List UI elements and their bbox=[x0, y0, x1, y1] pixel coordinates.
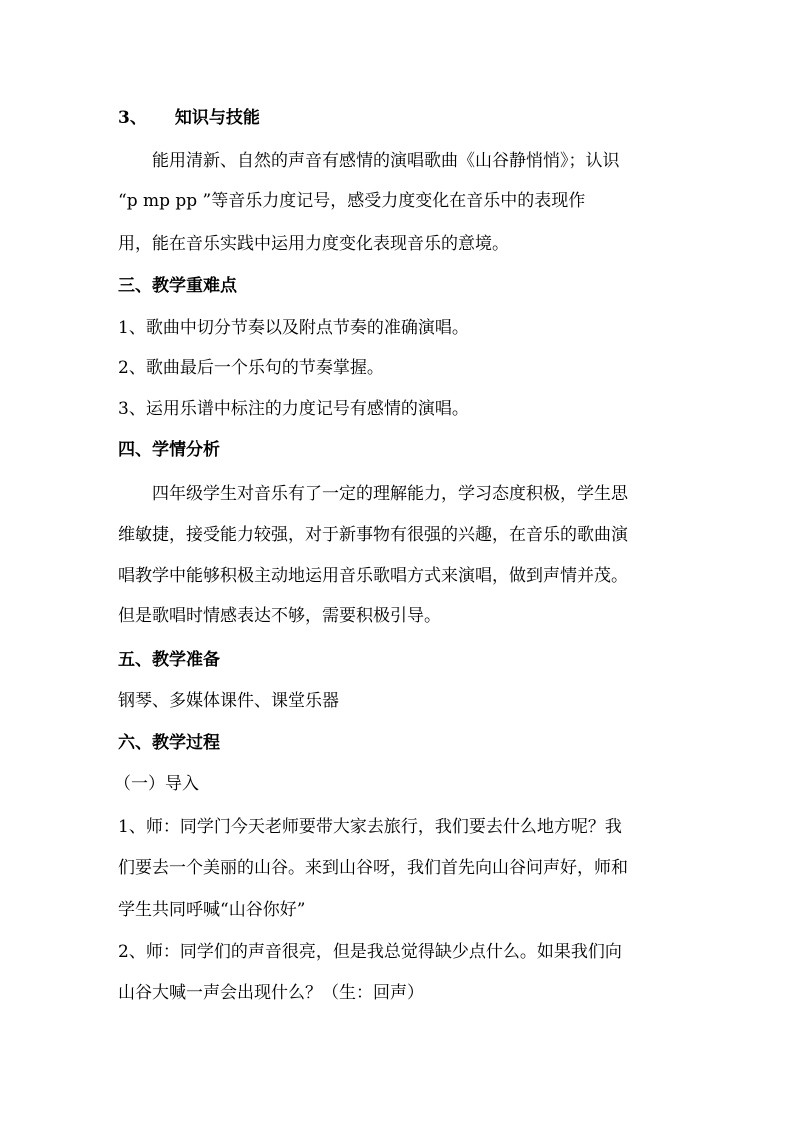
subheading-intro: （一）导入 bbox=[114, 774, 199, 794]
paragraph-line: 四年级学生对音乐有了一定的理解能力，学习态度积极，学生思 bbox=[152, 484, 628, 504]
list-item: 2、歌曲最后一个乐句的节奏掌握。 bbox=[118, 358, 384, 378]
heading-analysis: 四、学情分析 bbox=[118, 440, 220, 460]
paragraph-line: “p mp pp ”等音乐力度记号，感受力度变化在音乐中的表现作 bbox=[118, 191, 586, 211]
paragraph-line: 用，能在音乐实践中运用力度变化表现音乐的意境。 bbox=[118, 234, 509, 254]
list-item: 1、歌曲中切分节奏以及附点节奏的准确演唱。 bbox=[118, 318, 469, 338]
section-3-title: 知识与技能 bbox=[174, 108, 260, 128]
heading-key-points: 三、教学重难点 bbox=[118, 276, 237, 296]
section-3-number: 3、 bbox=[118, 108, 147, 128]
paragraph-line: 维敏捷，接受能力较强，对于新事物有很强的兴趣，在音乐的歌曲演 bbox=[118, 525, 628, 545]
paragraph-line: 2、师：同学们的声音很亮，但是我总觉得缺少点什么。如果我们向 bbox=[118, 942, 622, 962]
heading-preparation: 五、教学准备 bbox=[118, 650, 220, 670]
paragraph-line: 们要去一个美丽的山谷。来到山谷呀，我们首先向山谷问声好，师和 bbox=[118, 858, 628, 878]
list-item: 3、运用乐谱中标注的力度记号有感情的演唱。 bbox=[118, 399, 469, 419]
paragraph-line: 唱教学中能够积极主动地运用音乐歌唱方式来演唱，做到声情并茂。 bbox=[118, 566, 628, 586]
paragraph-line: 1、师：同学门今天老师要带大家去旅行，我们要去什么地方呢？我 bbox=[118, 817, 622, 837]
paragraph-line: 山谷大喊一声会出现什么？（生：回声） bbox=[118, 983, 424, 1003]
paragraph-line: 但是歌唱时情感表达不够，需要积极引导。 bbox=[118, 606, 441, 626]
section-3-heading bbox=[118, 108, 678, 128]
heading-process: 六、教学过程 bbox=[118, 733, 220, 753]
paragraph-line: 能用清新、自然的声音有感情的演唱歌曲《山谷静悄悄》；认识 bbox=[152, 151, 620, 171]
paragraph-line: 学生共同呼喊“山谷你好” bbox=[118, 900, 306, 920]
preparation-text: 钢琴、多媒体课件、课堂乐器 bbox=[118, 691, 339, 711]
